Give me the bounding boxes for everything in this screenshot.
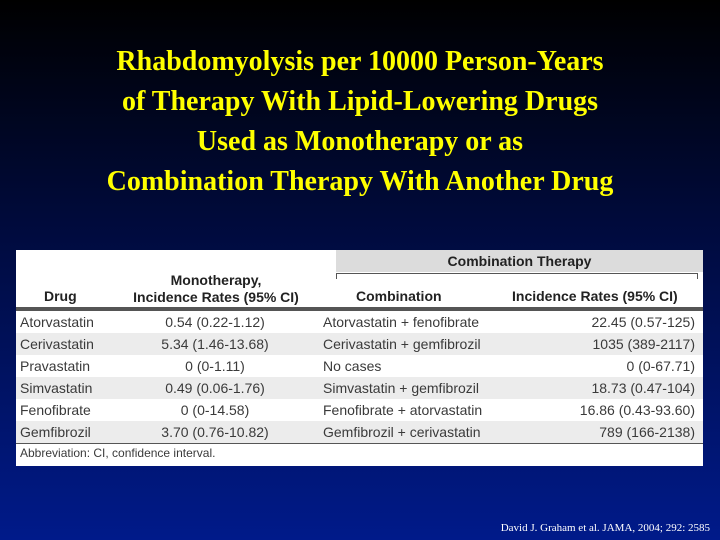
cell-incidence: 0 (0-67.71) (513, 355, 703, 377)
header-drug: Drug (44, 288, 77, 304)
header-monotherapy-line2: Incidence Rates (95% CI) (133, 289, 299, 305)
title-line-1: Rhabdomyolysis per 10000 Person-Years (116, 46, 604, 77)
header-monotherapy (116, 272, 316, 306)
cell-combination: Atorvastatin + fenofibrate (315, 311, 513, 333)
cell-drug: Cerivastatin (16, 333, 115, 355)
citation: David J. Graham et al. JAMA, 2004; 292: 2585 (500, 522, 710, 534)
table-panel (16, 250, 703, 466)
table-row (16, 399, 703, 421)
table-row (16, 355, 703, 377)
cell-drug: Simvastatin (16, 377, 115, 399)
table-row (16, 311, 703, 333)
header-monotherapy-line1: Monotherapy, (170, 272, 262, 288)
data-table (16, 311, 703, 443)
cell-drug: Gemfibrozil (16, 421, 115, 443)
cell-drug: Fenofibrate (16, 399, 115, 421)
cell-incidence: 22.45 (0.57-125) (513, 311, 703, 333)
combination-group-header: Combination Therapy (336, 250, 703, 272)
cell-combination: Simvastatin + gemfibrozil (315, 377, 513, 399)
table-row (16, 377, 703, 399)
cell-mono: 0 (0-1.11) (115, 355, 315, 377)
cell-mono: 0 (0-14.58) (115, 399, 315, 421)
table-footnote: Abbreviation: CI, confidence interval. (20, 446, 216, 460)
cell-mono: 0.54 (0.22-1.12) (115, 311, 315, 333)
cell-drug: Pravastatin (16, 355, 115, 377)
cell-incidence: 789 (166-2138) (513, 421, 703, 443)
cell-combination: Cerivastatin + gemfibrozil (315, 333, 513, 355)
cell-incidence: 1035 (389-2117) (513, 333, 703, 355)
header-combination: Combination (356, 288, 442, 304)
cell-mono: 0.49 (0.06-1.76) (115, 377, 315, 399)
combination-bracket-rule (336, 273, 698, 279)
cell-mono: 5.34 (1.46-13.68) (115, 333, 315, 355)
table-row (16, 421, 703, 443)
cell-combination: Gemfibrozil + cerivastatin (315, 421, 513, 443)
cell-combination: No cases (315, 355, 513, 377)
title-line-4: Combination Therapy With Another Drug (106, 166, 614, 197)
header-incidence: Incidence Rates (95% CI) (512, 288, 678, 304)
table-row (16, 333, 703, 355)
slide-title (0, 42, 720, 202)
cell-mono: 3.70 (0.76-10.82) (115, 421, 315, 443)
cell-drug: Atorvastatin (16, 311, 115, 333)
cell-incidence: 16.86 (0.43-93.60) (513, 399, 703, 421)
footnote-divider (16, 443, 703, 444)
cell-combination: Fenofibrate + atorvastatin (315, 399, 513, 421)
title-line-3: Used as Monotherapy or as (196, 126, 524, 157)
cell-incidence: 18.73 (0.47-104) (513, 377, 703, 399)
title-line-2: of Therapy With Lipid-Lowering Drugs (121, 86, 599, 117)
